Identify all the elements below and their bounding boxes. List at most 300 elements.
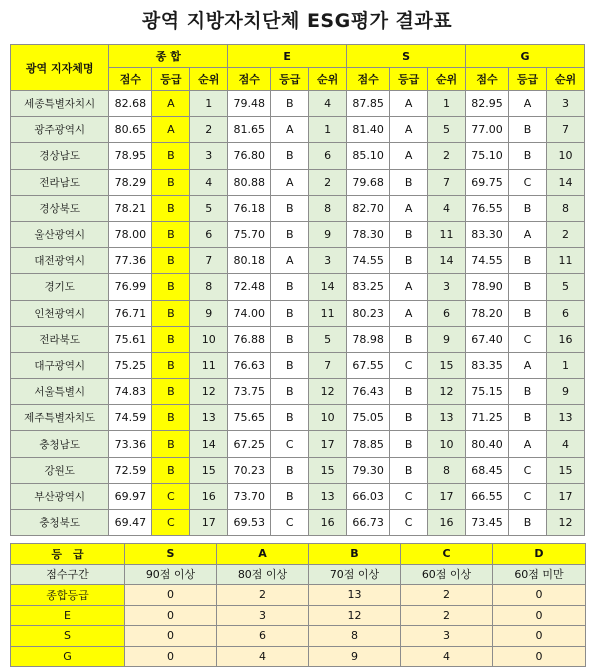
rank-cell: 3 bbox=[309, 248, 347, 274]
grade-cell: B bbox=[152, 431, 190, 457]
table-row bbox=[11, 483, 585, 509]
grade-count: 9 bbox=[309, 646, 401, 667]
grade-cell: B bbox=[271, 221, 309, 247]
grade-cell: B bbox=[509, 274, 547, 300]
grade-cell: B bbox=[271, 143, 309, 169]
rank-cell: 6 bbox=[309, 143, 347, 169]
grade-count: 0 bbox=[125, 585, 217, 606]
rank-cell: 14 bbox=[190, 431, 228, 457]
grade-cell: B bbox=[509, 300, 547, 326]
grade-cell: B bbox=[152, 326, 190, 352]
grade-cell: B bbox=[390, 221, 428, 247]
grade-count: 3 bbox=[401, 626, 493, 647]
grade-cell: B bbox=[271, 483, 309, 509]
grade-cell: B bbox=[271, 326, 309, 352]
grade-cell: B bbox=[390, 431, 428, 457]
rank-cell: 11 bbox=[428, 221, 466, 247]
score-cell: 69.97 bbox=[109, 483, 152, 509]
grade-cell: C bbox=[152, 483, 190, 509]
region-name: 경기도 bbox=[11, 274, 109, 300]
grade-cell: B bbox=[390, 405, 428, 431]
sub-header: 점수 bbox=[347, 68, 390, 91]
rank-cell: 9 bbox=[309, 221, 347, 247]
grade-cell: A bbox=[509, 431, 547, 457]
rank-cell: 15 bbox=[309, 457, 347, 483]
rank-cell: 15 bbox=[190, 457, 228, 483]
rank-cell: 8 bbox=[428, 457, 466, 483]
rank-cell: 11 bbox=[309, 300, 347, 326]
score-cell: 73.45 bbox=[466, 510, 509, 536]
band-range: 90점 이상 bbox=[125, 564, 217, 585]
grade-cell: B bbox=[271, 405, 309, 431]
score-cell: 76.63 bbox=[228, 352, 271, 378]
grade-cell: B bbox=[390, 326, 428, 352]
score-cell: 75.65 bbox=[228, 405, 271, 431]
group-header-total: 종 합 bbox=[109, 45, 228, 68]
rank-cell: 11 bbox=[546, 248, 584, 274]
score-cell: 82.68 bbox=[109, 91, 152, 117]
table-row bbox=[11, 379, 585, 405]
region-name: 서울특별시 bbox=[11, 379, 109, 405]
sub-header: 순위 bbox=[190, 68, 228, 91]
rank-cell: 15 bbox=[546, 457, 584, 483]
grade-cell: C bbox=[390, 483, 428, 509]
score-cell: 79.68 bbox=[347, 169, 390, 195]
grade-count: 0 bbox=[493, 626, 586, 647]
region-name: 경상북도 bbox=[11, 195, 109, 221]
rank-cell: 2 bbox=[546, 221, 584, 247]
grade-cell: A bbox=[271, 248, 309, 274]
grade-header-row bbox=[11, 544, 586, 565]
rank-cell: 7 bbox=[428, 169, 466, 195]
esg-results-table bbox=[10, 44, 585, 536]
score-cell: 83.35 bbox=[466, 352, 509, 378]
score-cell: 80.88 bbox=[228, 169, 271, 195]
grade-count: 0 bbox=[125, 605, 217, 626]
grade-cell: A bbox=[390, 274, 428, 300]
rank-cell: 2 bbox=[428, 143, 466, 169]
rank-cell: 3 bbox=[546, 91, 584, 117]
group-header-s: S bbox=[347, 45, 466, 68]
table-row bbox=[11, 248, 585, 274]
region-name: 광주광역시 bbox=[11, 117, 109, 143]
region-name: 충청북도 bbox=[11, 510, 109, 536]
table-row bbox=[11, 510, 585, 536]
table-row bbox=[11, 352, 585, 378]
score-cell: 78.98 bbox=[347, 326, 390, 352]
grade-cell: B bbox=[152, 221, 190, 247]
grade-cell: C bbox=[271, 431, 309, 457]
score-cell: 78.95 bbox=[109, 143, 152, 169]
score-cell: 78.20 bbox=[466, 300, 509, 326]
grade-count: 0 bbox=[493, 605, 586, 626]
rank-cell: 8 bbox=[546, 195, 584, 221]
grade-cell: B bbox=[271, 352, 309, 378]
rank-cell: 16 bbox=[546, 326, 584, 352]
sub-header: 점수 bbox=[228, 68, 271, 91]
grade-count: 2 bbox=[401, 585, 493, 606]
region-name: 울산광역시 bbox=[11, 221, 109, 247]
grade-letter: D bbox=[493, 544, 586, 565]
score-cell: 83.30 bbox=[466, 221, 509, 247]
rank-cell: 6 bbox=[546, 300, 584, 326]
grade-count: 2 bbox=[401, 605, 493, 626]
region-name: 대구광역시 bbox=[11, 352, 109, 378]
score-cell: 85.10 bbox=[347, 143, 390, 169]
rank-cell: 15 bbox=[428, 352, 466, 378]
grade-cell: B bbox=[509, 195, 547, 221]
table-row bbox=[11, 326, 585, 352]
grade-cell: B bbox=[509, 117, 547, 143]
score-cell: 76.99 bbox=[109, 274, 152, 300]
score-cell: 81.40 bbox=[347, 117, 390, 143]
region-name: 전라남도 bbox=[11, 169, 109, 195]
grade-count: 6 bbox=[217, 626, 309, 647]
score-cell: 76.55 bbox=[466, 195, 509, 221]
rank-cell: 14 bbox=[428, 248, 466, 274]
rank-cell: 7 bbox=[190, 248, 228, 274]
grade-cell: B bbox=[509, 248, 547, 274]
grade-count-row bbox=[11, 585, 586, 606]
rank-cell: 17 bbox=[428, 483, 466, 509]
rank-cell: 17 bbox=[190, 510, 228, 536]
table-row bbox=[11, 274, 585, 300]
grade-band-row bbox=[11, 564, 586, 585]
score-cell: 75.61 bbox=[109, 326, 152, 352]
rank-cell: 12 bbox=[546, 510, 584, 536]
table-row bbox=[11, 300, 585, 326]
grade-letter: A bbox=[217, 544, 309, 565]
grade-cell: C bbox=[509, 457, 547, 483]
page-title: 광역 지방자치단체 ESG평가 결과표 bbox=[141, 10, 453, 32]
region-name: 제주특별자치도 bbox=[11, 405, 109, 431]
grade-cell: B bbox=[152, 274, 190, 300]
grade-cell: A bbox=[509, 91, 547, 117]
table-row bbox=[11, 117, 585, 143]
grade-count: 4 bbox=[217, 646, 309, 667]
grade-cell: C bbox=[390, 352, 428, 378]
table-row bbox=[11, 169, 585, 195]
sub-header: 등급 bbox=[152, 68, 190, 91]
score-cell: 72.59 bbox=[109, 457, 152, 483]
grade-row-label: G bbox=[11, 646, 125, 667]
rank-cell: 13 bbox=[309, 483, 347, 509]
rank-cell: 4 bbox=[428, 195, 466, 221]
region-name: 충청남도 bbox=[11, 431, 109, 457]
band-range: 80점 이상 bbox=[217, 564, 309, 585]
score-cell: 66.55 bbox=[466, 483, 509, 509]
grade-cell: C bbox=[509, 169, 547, 195]
band-range: 60점 이상 bbox=[401, 564, 493, 585]
rank-cell: 7 bbox=[309, 352, 347, 378]
grade-cell: B bbox=[390, 379, 428, 405]
grade-cell: A bbox=[390, 91, 428, 117]
grade-cell: B bbox=[152, 300, 190, 326]
score-cell: 75.25 bbox=[109, 352, 152, 378]
region-name: 인천광역시 bbox=[11, 300, 109, 326]
rank-cell: 12 bbox=[190, 379, 228, 405]
grade-letter: C bbox=[401, 544, 493, 565]
score-cell: 71.25 bbox=[466, 405, 509, 431]
band-label: 점수구간 bbox=[11, 564, 125, 585]
score-cell: 77.36 bbox=[109, 248, 152, 274]
table-row bbox=[11, 405, 585, 431]
score-cell: 78.21 bbox=[109, 195, 152, 221]
score-cell: 76.80 bbox=[228, 143, 271, 169]
score-cell: 70.23 bbox=[228, 457, 271, 483]
rank-cell: 10 bbox=[428, 431, 466, 457]
rank-cell: 10 bbox=[309, 405, 347, 431]
region-name: 세종특별자치시 bbox=[11, 91, 109, 117]
grade-cell: B bbox=[271, 379, 309, 405]
score-cell: 83.25 bbox=[347, 274, 390, 300]
rank-cell: 1 bbox=[190, 91, 228, 117]
score-cell: 72.48 bbox=[228, 274, 271, 300]
grade-cell: B bbox=[152, 405, 190, 431]
region-name: 전라북도 bbox=[11, 326, 109, 352]
grade-cell: B bbox=[390, 169, 428, 195]
grade-cell: B bbox=[271, 91, 309, 117]
score-cell: 76.43 bbox=[347, 379, 390, 405]
grade-cell: B bbox=[152, 457, 190, 483]
rank-cell: 4 bbox=[309, 91, 347, 117]
score-cell: 67.55 bbox=[347, 352, 390, 378]
score-cell: 80.40 bbox=[466, 431, 509, 457]
rank-cell: 14 bbox=[546, 169, 584, 195]
grade-cell: B bbox=[152, 379, 190, 405]
grade-cell: A bbox=[152, 117, 190, 143]
grade-letter: B bbox=[309, 544, 401, 565]
grade-cell: B bbox=[152, 195, 190, 221]
score-cell: 78.30 bbox=[347, 221, 390, 247]
grade-count: 3 bbox=[217, 605, 309, 626]
grade-cell: C bbox=[509, 326, 547, 352]
score-cell: 78.00 bbox=[109, 221, 152, 247]
score-cell: 82.70 bbox=[347, 195, 390, 221]
sub-header: 순위 bbox=[428, 68, 466, 91]
grade-cell: A bbox=[152, 91, 190, 117]
region-name: 부산광역시 bbox=[11, 483, 109, 509]
grade-cell: B bbox=[509, 143, 547, 169]
grade-cell: B bbox=[509, 510, 547, 536]
score-cell: 73.75 bbox=[228, 379, 271, 405]
grade-cell: A bbox=[390, 117, 428, 143]
region-name: 대전광역시 bbox=[11, 248, 109, 274]
grade-cell: B bbox=[271, 274, 309, 300]
sub-header: 등급 bbox=[390, 68, 428, 91]
rank-cell: 8 bbox=[190, 274, 228, 300]
grade-count: 12 bbox=[309, 605, 401, 626]
rank-cell: 5 bbox=[428, 117, 466, 143]
score-cell: 75.70 bbox=[228, 221, 271, 247]
score-cell: 73.70 bbox=[228, 483, 271, 509]
score-cell: 74.83 bbox=[109, 379, 152, 405]
sub-header: 순위 bbox=[309, 68, 347, 91]
rank-cell: 17 bbox=[309, 431, 347, 457]
table-row bbox=[11, 431, 585, 457]
grade-count-row bbox=[11, 626, 586, 647]
score-cell: 78.90 bbox=[466, 274, 509, 300]
table-row bbox=[11, 143, 585, 169]
grade-cell: C bbox=[152, 510, 190, 536]
sub-header: 등급 bbox=[509, 68, 547, 91]
score-cell: 67.40 bbox=[466, 326, 509, 352]
score-cell: 79.48 bbox=[228, 91, 271, 117]
grade-count: 13 bbox=[309, 585, 401, 606]
grade-cell: A bbox=[509, 352, 547, 378]
rank-cell: 2 bbox=[190, 117, 228, 143]
group-header-g: G bbox=[466, 45, 585, 68]
rank-cell: 1 bbox=[546, 352, 584, 378]
score-cell: 67.25 bbox=[228, 431, 271, 457]
grade-cell: B bbox=[509, 379, 547, 405]
rank-cell: 4 bbox=[190, 169, 228, 195]
score-cell: 73.36 bbox=[109, 431, 152, 457]
rank-cell: 16 bbox=[428, 510, 466, 536]
grade-cell: C bbox=[390, 510, 428, 536]
grade-cell: B bbox=[271, 195, 309, 221]
region-header: 광역 지자체명 bbox=[11, 45, 109, 91]
rank-cell: 5 bbox=[190, 195, 228, 221]
score-cell: 79.30 bbox=[347, 457, 390, 483]
group-header-e: E bbox=[228, 45, 347, 68]
grade-count: 0 bbox=[125, 626, 217, 647]
grade-row-label: E bbox=[11, 605, 125, 626]
rank-cell: 14 bbox=[309, 274, 347, 300]
band-range: 70점 이상 bbox=[309, 564, 401, 585]
grade-row-label: S bbox=[11, 626, 125, 647]
sub-header: 등급 bbox=[271, 68, 309, 91]
grade-count: 0 bbox=[493, 646, 586, 667]
rank-cell: 16 bbox=[309, 510, 347, 536]
rank-cell: 16 bbox=[190, 483, 228, 509]
grade-summary-table bbox=[10, 543, 586, 667]
rank-cell: 10 bbox=[546, 143, 584, 169]
score-cell: 76.88 bbox=[228, 326, 271, 352]
grade-row-label: 종합등급 bbox=[11, 585, 125, 606]
rank-cell: 3 bbox=[428, 274, 466, 300]
score-cell: 74.55 bbox=[466, 248, 509, 274]
score-cell: 74.00 bbox=[228, 300, 271, 326]
grade-cell: B bbox=[509, 405, 547, 431]
rank-cell: 13 bbox=[428, 405, 466, 431]
score-cell: 87.85 bbox=[347, 91, 390, 117]
grade-count: 4 bbox=[401, 646, 493, 667]
score-cell: 80.23 bbox=[347, 300, 390, 326]
score-cell: 78.29 bbox=[109, 169, 152, 195]
score-cell: 75.10 bbox=[466, 143, 509, 169]
grade-cell: B bbox=[152, 143, 190, 169]
grade-cell: B bbox=[152, 169, 190, 195]
grade-cell: B bbox=[390, 248, 428, 274]
grade-count: 2 bbox=[217, 585, 309, 606]
rank-cell: 17 bbox=[546, 483, 584, 509]
score-cell: 68.45 bbox=[466, 457, 509, 483]
score-cell: 76.71 bbox=[109, 300, 152, 326]
rank-cell: 6 bbox=[190, 221, 228, 247]
score-cell: 69.75 bbox=[466, 169, 509, 195]
rank-cell: 9 bbox=[190, 300, 228, 326]
grade-cell: B bbox=[390, 457, 428, 483]
grade-cell: B bbox=[152, 248, 190, 274]
grade-cell: A bbox=[509, 221, 547, 247]
grade-count: 0 bbox=[493, 585, 586, 606]
grade-cell: B bbox=[271, 300, 309, 326]
grade-count-row bbox=[11, 605, 586, 626]
table-row bbox=[11, 457, 585, 483]
grade-letter: S bbox=[125, 544, 217, 565]
grade-header-label: 등 급 bbox=[11, 544, 125, 565]
score-cell: 82.95 bbox=[466, 91, 509, 117]
score-cell: 76.18 bbox=[228, 195, 271, 221]
grade-cell: A bbox=[271, 169, 309, 195]
score-cell: 80.65 bbox=[109, 117, 152, 143]
rank-cell: 1 bbox=[309, 117, 347, 143]
grade-cell: A bbox=[390, 195, 428, 221]
grade-count: 0 bbox=[125, 646, 217, 667]
rank-cell: 11 bbox=[190, 352, 228, 378]
grade-count-row bbox=[11, 646, 586, 667]
rank-cell: 10 bbox=[190, 326, 228, 352]
sub-header: 점수 bbox=[109, 68, 152, 91]
score-cell: 69.53 bbox=[228, 510, 271, 536]
band-range: 60점 미만 bbox=[493, 564, 586, 585]
grade-cell: B bbox=[152, 352, 190, 378]
region-name: 경상남도 bbox=[11, 143, 109, 169]
grade-count: 8 bbox=[309, 626, 401, 647]
score-cell: 75.05 bbox=[347, 405, 390, 431]
score-cell: 74.59 bbox=[109, 405, 152, 431]
rank-cell: 9 bbox=[546, 379, 584, 405]
rank-cell: 4 bbox=[546, 431, 584, 457]
rank-cell: 8 bbox=[309, 195, 347, 221]
rank-cell: 5 bbox=[309, 326, 347, 352]
sub-header: 순위 bbox=[546, 68, 584, 91]
sub-header: 점수 bbox=[466, 68, 509, 91]
grade-cell: A bbox=[271, 117, 309, 143]
score-cell: 66.03 bbox=[347, 483, 390, 509]
rank-cell: 2 bbox=[309, 169, 347, 195]
rank-cell: 5 bbox=[546, 274, 584, 300]
rank-cell: 3 bbox=[190, 143, 228, 169]
rank-cell: 1 bbox=[428, 91, 466, 117]
table-row bbox=[11, 91, 585, 117]
score-cell: 66.73 bbox=[347, 510, 390, 536]
grade-cell: B bbox=[271, 457, 309, 483]
region-name: 강원도 bbox=[11, 457, 109, 483]
score-cell: 80.18 bbox=[228, 248, 271, 274]
grade-cell: A bbox=[390, 300, 428, 326]
grade-cell: C bbox=[271, 510, 309, 536]
rank-cell: 6 bbox=[428, 300, 466, 326]
table-row bbox=[11, 221, 585, 247]
score-cell: 74.55 bbox=[347, 248, 390, 274]
grade-cell: C bbox=[509, 483, 547, 509]
rank-cell: 12 bbox=[428, 379, 466, 405]
table-row bbox=[11, 195, 585, 221]
rank-cell: 13 bbox=[546, 405, 584, 431]
grade-cell: A bbox=[390, 143, 428, 169]
score-cell: 78.85 bbox=[347, 431, 390, 457]
score-cell: 81.65 bbox=[228, 117, 271, 143]
rank-cell: 13 bbox=[190, 405, 228, 431]
rank-cell: 7 bbox=[546, 117, 584, 143]
score-cell: 77.00 bbox=[466, 117, 509, 143]
score-cell: 69.47 bbox=[109, 510, 152, 536]
score-cell: 75.15 bbox=[466, 379, 509, 405]
rank-cell: 12 bbox=[309, 379, 347, 405]
rank-cell: 9 bbox=[428, 326, 466, 352]
